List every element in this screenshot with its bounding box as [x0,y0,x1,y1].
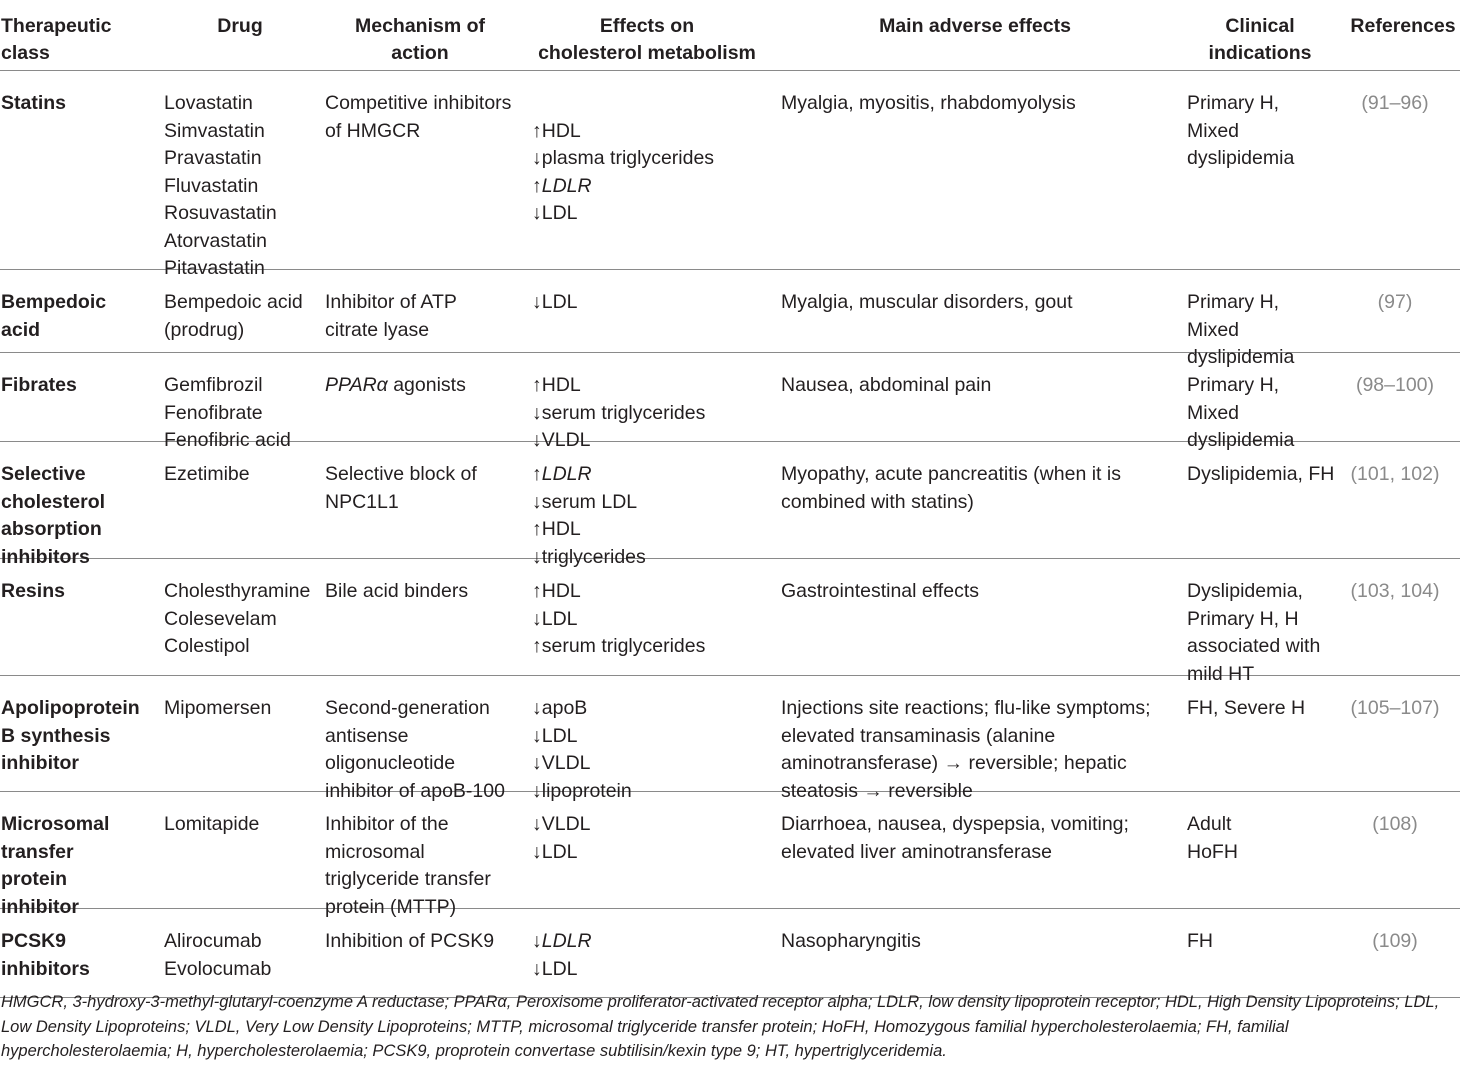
therapeutic-class-cell [1,578,65,606]
drug-cell [164,811,259,839]
references-cell [1345,289,1445,317]
table-row [0,792,1460,918]
mechanism-cell [325,578,468,606]
drug-cell [164,461,250,489]
header-line: References [1350,15,1456,37]
arrow-up-icon: ↑ [532,463,542,485]
adverse-effects-cell [781,461,1121,516]
indication-line: Mixed [1187,119,1240,142]
drug-cell [164,928,271,983]
header-line: indications [1208,42,1312,64]
header-clinical-indications [1180,13,1340,67]
mechanism-cell [325,695,505,805]
effect-text: LDL [541,202,578,224]
drug-name: Mipomersen [164,697,272,719]
effects-cell [532,811,591,866]
reference-link[interactable]: (109) [1372,930,1418,952]
drug-name: Fenofibrate [164,401,263,424]
drug-name: (prodrug) [164,318,245,341]
effect-line [532,516,646,544]
drug-name: Pravastatin [164,147,262,169]
drug-name: Bempedoic acid [164,291,303,313]
mechanism-line: Selective block of [325,463,477,485]
effect-line [532,200,714,228]
effect-text: HDL [541,119,581,142]
mechanism-italic-term: PPARα [325,374,388,396]
adverse-line: Nausea, abdominal pain [781,374,992,396]
class-line: inhibitors [1,957,90,980]
indication-line: Dyslipidemia, FH [1187,463,1335,485]
drug-name: Evolocumab [164,957,272,980]
adverse-effects-cell [781,578,979,606]
class-line: transfer [1,840,74,863]
indication-line: dyslipidemia [1187,346,1295,368]
drug-name: Fluvastatin [164,174,259,197]
header-line: class [1,42,50,64]
header-line: Effects on [599,15,695,37]
arrow-down-icon: ↓ [532,291,542,313]
arrow-down-icon: ↓ [532,490,542,513]
drug-name: Cholesthyramine [164,580,311,602]
indication-line: Primary H, [1187,92,1280,114]
arrow-down-icon: ↓ [532,401,542,424]
effects-cell [532,578,705,661]
therapeutic-class-cell [1,372,77,400]
header-line: Mechanism of [354,15,486,37]
adverse-line: elevated liver aminotransferase [781,840,1052,863]
arrow-down-icon: ↓ [532,545,542,568]
arrow-down-icon: ↓ [532,840,542,863]
mechanism-cell [325,811,491,921]
therapeutic-class-cell [1,695,140,778]
indication-line: Primary H, [1187,291,1280,313]
indication-line: Primary H, [1187,374,1280,396]
mechanism-cell [325,461,477,516]
drug-name: Atorvastatin [164,229,267,252]
effect-line [532,750,632,778]
effect-text: LDLR [541,174,592,197]
mechanism-line: Bile acid binders [325,580,469,602]
effects-cell [532,90,714,228]
effect-line [532,928,592,956]
class-line: cholesterol [1,490,106,513]
clinical-indications-cell [1187,578,1320,688]
references-cell [1345,811,1445,839]
reference-link[interactable]: (103, 104) [1350,580,1440,602]
effects-cell [532,928,592,983]
effect-text: LDL [541,957,578,980]
adverse-line: aminotransferase) → reversible; hepatic [781,752,1127,774]
mechanism-cell [325,372,466,400]
effect-text: serum LDL [541,490,638,513]
effect-line [532,289,578,317]
header-effects [527,13,767,67]
effect-text: plasma triglycerides [541,147,715,169]
effect-text: VLDL [541,429,591,451]
effect-line [532,489,646,517]
adverse-line: Nasopharyngitis [781,930,921,952]
mechanism-line: antisense [325,724,409,747]
arrow-up-icon: ↑ [532,174,542,197]
indication-line: Mixed [1187,318,1240,341]
arrow-down-icon: ↓ [532,697,542,719]
class-line: inhibitors [1,545,90,568]
mechanism-line: citrate lyase [325,318,430,341]
clinical-indications-cell [1187,695,1305,723]
effect-line [532,956,592,984]
mechanism-line [325,372,466,400]
effect-line [532,400,705,428]
class-line: inhibitor [1,752,79,774]
arrow-down-icon: ↓ [532,202,542,224]
adverse-line: Myopathy, acute pancreatitis (when it is [781,463,1121,485]
drug-name: Lomitapide [164,813,260,835]
header-line: Therapeutic [1,15,112,37]
effect-line [532,372,705,400]
reference-link[interactable]: (98–100) [1355,374,1435,396]
references-cell [1345,695,1445,723]
effects-cell [532,695,632,805]
class-line: inhibitor [1,895,79,918]
references-cell [1345,461,1445,489]
effect-text: apoB [541,697,588,719]
class-line: acid [1,318,41,341]
header-mechanism [330,13,510,67]
mechanism-line: inhibitor of apoB-100 [325,779,505,802]
class-line: Statins [1,92,67,114]
indication-line: Primary H, H [1187,607,1299,630]
drug-name: Colesevelam [164,607,277,630]
indication-line: mild HT [1187,662,1255,685]
arrow-down-icon: ↓ [532,779,542,802]
header-references [1345,13,1460,40]
indication-line: Mixed [1187,401,1240,424]
header-therapeutic-class [1,13,112,67]
drug-name: Ezetimibe [164,463,250,485]
clinical-indications-cell [1187,811,1238,866]
arrow-down-icon: ↓ [532,724,542,747]
effect-line [532,90,714,118]
drug-name: Colestipol [164,635,250,657]
drug-cell [164,695,271,723]
therapeutic-class-cell [1,461,105,571]
mechanism-line: triglyceride transfer [325,868,491,890]
table-row [0,442,1460,568]
header-line: action [391,42,449,64]
header-line: Main adverse effects [879,15,1071,37]
clinical-indications-cell [1187,928,1213,956]
adverse-line: Diarrhoea, nausea, dyspepsia, vomiting; [781,813,1129,835]
effect-line [532,811,591,839]
effect-line [532,723,632,751]
adverse-effects-cell [781,928,921,956]
therapeutic-class-cell [1,811,109,921]
table-footnote: HMGCR, 3-hydroxy-3-methyl-glutaryl-coenzyme A reductase; PPARα, Peroxisome proliferator-activated receptor alpha; LDLR, low density lipoprotein receptor; HDL, High Density Lipoproteins; LDL, Low Density Lipoproteins; VLDL, Very Low Density Lipoproteins; MTTP, microsomal triglyceride transfer protein; HoFH, Homozygous familial hypercholesterolaemia; FH, familial hypercholesterolaemia; H, hypercholesterolaemia; PCSK9, proprotein convertase subtilisin/kexin type 9; HT, hypertriglyceridemia. [1,993,1440,1060]
header-line: cholesterol metabolism [538,42,756,64]
effects-cell [532,461,646,571]
arrow-down-icon: ↓ [532,813,542,835]
reference-link[interactable]: (108) [1372,813,1418,835]
effect-text: triglycerides [541,545,646,568]
mechanism-cell [325,289,457,344]
adverse-line: steatosis → reversible [781,779,973,802]
effect-line [532,578,705,606]
adverse-line: Myalgia, myositis, rhabdomyolysis [781,92,1076,114]
class-line: Resins [1,580,65,602]
drug-cell [164,90,277,283]
arrow-up-icon: ↑ [532,635,542,657]
effect-line [532,145,714,173]
arrow-up-icon: ↑ [532,119,542,142]
arrow-down-icon: ↓ [532,607,542,630]
mechanism-line: Second-generation [325,697,490,719]
effect-text: LDLR [541,930,592,952]
class-line: Fibrates [1,374,77,396]
adverse-line: Gastrointestinal effects [781,580,979,602]
indication-line: associated with [1187,635,1321,657]
effect-text: VLDL [541,752,591,774]
mechanism-rest: agonists [387,374,466,396]
effect-line [532,173,714,201]
effect-line [532,461,646,489]
arrow-down-icon: ↓ [532,957,542,980]
mechanism-cell [325,928,494,956]
arrow-up-icon: ↑ [532,374,542,396]
arrow-down-icon: ↓ [532,147,542,169]
table-row [0,676,1460,802]
effect-text: LDL [541,607,578,630]
indication-line: Dyslipidemia, [1187,580,1303,602]
references-cell [1345,372,1445,400]
clinical-indications-cell [1187,461,1334,489]
mechanism-line: Competitive inhibitors [325,92,512,114]
arrow-up-icon: ↑ [532,518,542,540]
mechanism-cell [325,90,511,145]
class-line: PCSK9 [1,930,67,952]
mechanism-line: of HMGCR [325,119,421,142]
class-line: absorption [1,518,102,540]
header-line: Drug [217,15,263,37]
references-cell [1345,90,1445,118]
clinical-indications-cell [1187,90,1294,173]
reference-link[interactable]: (101, 102) [1350,463,1440,485]
arrow-up-icon: ↑ [532,580,542,602]
effect-text: VLDL [541,813,591,835]
therapeutic-class-cell [1,90,66,118]
table-row [0,270,1460,368]
effect-line [532,118,714,146]
adverse-effects-cell [781,90,1076,118]
mechanism-line: NPC1L1 [325,490,399,513]
effect-text: LDL [541,724,578,747]
adverse-effects-cell [781,372,991,400]
drug-name: Fenofibric acid [164,429,291,451]
table-row [0,559,1460,685]
class-line: Apolipoprotein [1,697,140,719]
drug-name: Rosuvastatin [164,202,277,224]
effect-text: HDL [541,374,581,396]
therapeutic-class-cell [1,928,90,983]
adverse-line: Injections site reactions; flu-like symptoms; [781,697,1151,719]
mechanism-line: oligonucleotide [325,752,456,774]
adverse-effects-cell [781,811,1129,866]
header-line: Clinical [1225,15,1295,37]
adverse-line: Myalgia, muscular disorders, gout [781,291,1073,313]
indication-line: FH [1187,930,1213,952]
indication-line: dyslipidemia [1187,147,1295,169]
mechanism-line: Inhibitor of ATP [325,291,457,313]
class-line: Bempedoic [1,291,107,313]
mechanism-line: Inhibition of PCSK9 [325,930,495,952]
mechanism-line: microsomal [325,840,425,863]
adverse-effects-cell [781,695,1151,805]
table-row [0,909,1460,998]
effect-text: serum triglycerides [541,401,706,424]
effect-text: LDL [541,840,578,863]
effects-cell [532,289,578,317]
drug-name: Gemfibrozil [164,374,263,396]
reference-link[interactable]: (91–96) [1361,92,1429,114]
indication-line: Adult [1187,813,1232,835]
drug-cell [164,578,310,661]
references-cell [1345,928,1445,956]
effect-line [532,839,591,867]
table-row [0,353,1460,451]
arrow-down-icon: ↓ [532,429,542,451]
indication-line: dyslipidemia [1187,429,1295,451]
effect-text: LDL [541,291,578,313]
indication-line: FH, Severe H [1187,697,1306,719]
drug-name: Pitavastatin [164,257,265,279]
effect-line [532,633,705,661]
adverse-line: combined with statins) [781,490,974,513]
table-row [0,71,1460,279]
adverse-effects-cell [781,289,1073,317]
drug-cell [164,289,303,344]
adverse-line: elevated transaminasis (alanine [781,724,1056,747]
drug-name: Alirocumab [164,930,262,952]
references-cell [1345,578,1445,606]
drug-name: Simvastatin [164,119,265,142]
header-adverse-effects [850,13,1100,40]
reference-link[interactable]: (105–107) [1350,697,1440,719]
effect-text: serum triglycerides [541,635,706,657]
class-line: Microsomal [1,813,110,835]
reference-link[interactable]: (97) [1377,291,1413,313]
mechanism-line: Inhibitor of the [325,813,449,835]
class-line: B synthesis [1,724,111,747]
effect-text: HDL [541,580,581,602]
effect-line [532,606,705,634]
therapeutic-class-cell [1,289,106,344]
mechanism-line: protein (MTTP) [325,895,457,918]
effect-text: LDLR [541,463,592,485]
class-line: protein [1,868,68,890]
arrow-down-icon: ↓ [532,930,542,952]
effect-text: lipoprotein [541,779,632,802]
class-line: Selective [1,463,86,485]
arrow-down-icon: ↓ [532,752,542,774]
indication-line: HoFH [1187,840,1238,863]
effect-text: HDL [541,518,581,540]
effect-line [532,695,632,723]
table-header-row [0,0,1460,71]
table-body [0,71,1460,998]
header-drug [190,13,290,40]
drug-name: Lovastatin [164,92,253,114]
